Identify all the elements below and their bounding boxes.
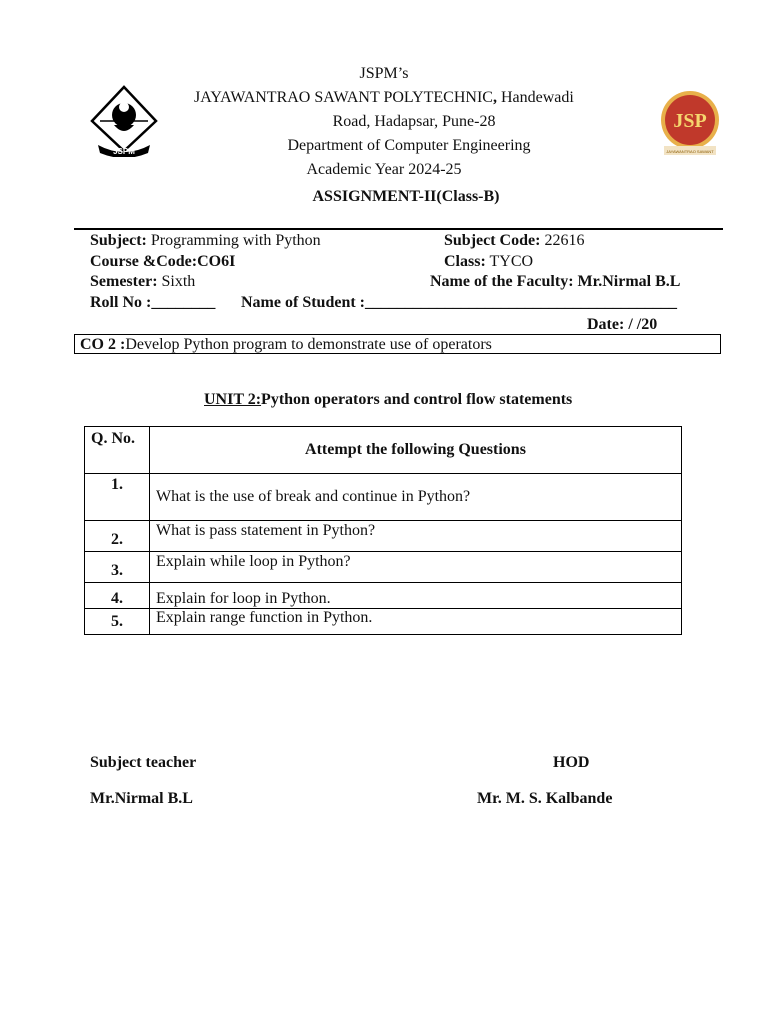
header-line-institute: JAYAWANTRAO SAWANT POLYTECHNIC, Handewadi [194, 89, 574, 106]
table-row: 3. Explain while loop in Python? [85, 552, 682, 583]
subject-code-field: Subject Code: 22616 [444, 232, 585, 249]
header-line-address: Road, Hadapsar, Pune-28 [332, 113, 496, 130]
unit-title: UNIT 2:Python operators and control flow statements [204, 391, 573, 408]
institute-name: JAYAWANTRAO SAWANT POLYTECHNIC [194, 89, 493, 106]
svg-text:JSPM: JSPM [113, 147, 135, 156]
course-outcome-box [74, 334, 721, 354]
subject-teacher-label: Subject teacher [90, 754, 197, 771]
header-line-department: Department of Computer Engineering [287, 137, 531, 154]
date-field: Date: / /20 [587, 316, 658, 333]
hod-label: HOD [553, 754, 590, 771]
table-row: 2. What is pass statement in Python? [85, 521, 682, 552]
table-row: 1. What is the use of break and continue in Python? [85, 474, 682, 521]
roll-no-field: Roll No :________ [90, 294, 216, 311]
table-row: 4. Explain for loop in Python. [85, 583, 682, 609]
student-name-field: Name of Student :_______________________________________ [241, 294, 677, 311]
class-field: Class: TYCO [444, 253, 534, 270]
qno-header: Q. No. [85, 427, 150, 474]
subject-field: Subject: Programming with Python [90, 232, 321, 249]
assignment-title: ASSIGNMENT-II(Class-B) [312, 188, 500, 205]
faculty-field: Name of the Faculty: Mr.Nirmal B.L [430, 273, 681, 290]
co-label: CO 2 : [80, 336, 126, 353]
subject-teacher-name: Mr.Nirmal B.L [90, 790, 193, 807]
svg-text:JSP: JSP [673, 110, 707, 132]
header-rule [74, 228, 723, 230]
header-line-jspm: JSPM’s [359, 65, 409, 82]
course-code-field: Course &Code:CO6I [90, 253, 236, 270]
table-header-row [85, 427, 682, 474]
co-text: Develop Python program to demonstrate use of operators [125, 336, 492, 353]
table-row: 5. Explain range function in Python. [85, 609, 682, 635]
hod-name: Mr. M. S. Kalbande [477, 790, 613, 807]
questions-header: Attempt the following Questions [150, 427, 682, 474]
semester-field: Semester: Sixth [90, 273, 196, 290]
svg-text:JAYAWANTRAO SAWANT: JAYAWANTRAO SAWANT [666, 149, 714, 154]
questions-table [84, 426, 682, 635]
header-line-academic-year: Academic Year 2024-25 [306, 161, 462, 178]
